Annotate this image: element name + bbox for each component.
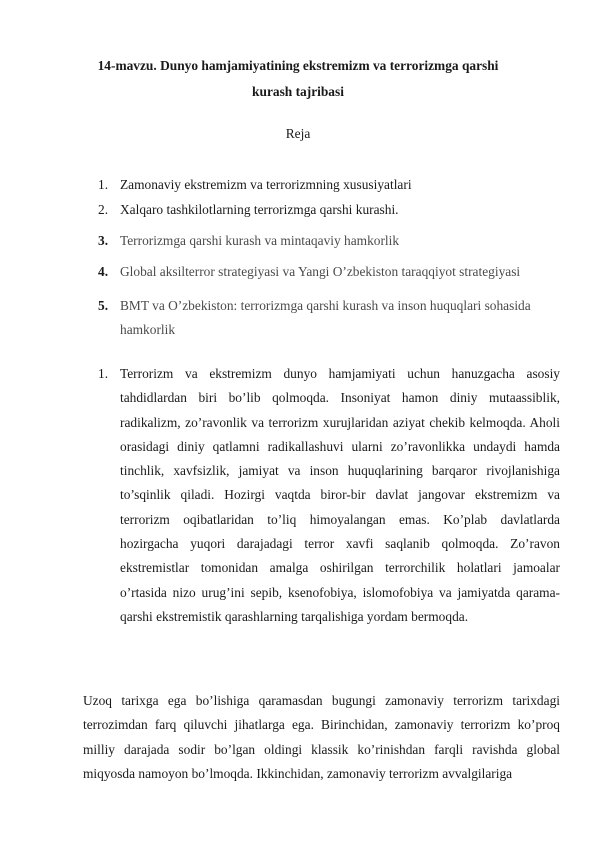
plan-item-text: Xalqaro tashkilotlarning terrorizmga qarshi kurashi. bbox=[120, 202, 399, 217]
document-title: 14-mavzu. Dunyo hamjamiyatining ekstremizm va terrorizmga qarshi kurash tajribasi bbox=[97, 58, 499, 99]
plan-item bbox=[98, 199, 560, 221]
plan-item-text: Terrorizmga qarshi kurash va mintaqaviy hamkorlik bbox=[120, 233, 400, 248]
plan-item-text: Global aksilterror strategiyasi va Yangi O’zbekiston taraqqiyot strategiyasi bbox=[120, 264, 521, 279]
plan-item bbox=[98, 261, 560, 283]
plan-item-number: 3. bbox=[98, 233, 109, 248]
section-text: Terrorizm va ekstremizm dunyo hamjamiyati uchun hanuzgacha asosiy tahdidlardan biri bo’lib qolmoqda. Insoniyat hamon diniy mutaassiblik, radikalizm, zo’ravonlik va terrorizm xurujlaridan aziyat chekib kelmoqda. Aholi orasidagi diniy qatlamni radikallashuvi ularni zo’ravonlikka undaydi hamda tinchlik, xavfsizlik, jamiyat va inson huquqlarining barqaror rivojlanishiga to’sqinlik qiladi. Hozirgi vaqtda biror-bir davlat jangovar ekstremizm va terrorizm oqibatlaridan to’liq himoyalangan emas. Ko’plab davlatlarda hozirgacha yuqori darajadagi terror xavfi saqlanib qolmoqda. Zo’ravon ekstremistlar tomonidan amalga oshirilgan terrorchilik holatlari jamoalar o’rtasida nizo urug’ini sepib, ksenofobiya, islomofobiya va jamiyatda qarama-qarshi ekstremistik qarashlarning tarqalishiga yordam bermoqda. bbox=[120, 366, 560, 624]
plan-item bbox=[98, 294, 560, 342]
plan-item-number: 1. bbox=[98, 177, 109, 192]
section-number: 1. bbox=[98, 366, 109, 381]
plan-item-text: Zamonaviy ekstremizm va terrorizmning xususiyatlari bbox=[120, 177, 412, 192]
plan-item-text: BMT va O’zbekiston: terrorizmga qarshi kurash va inson huquqlari sohasida hamkorlik bbox=[120, 298, 531, 337]
plan-item-number: 2. bbox=[98, 202, 109, 217]
plan-item-number: 4. bbox=[98, 264, 109, 279]
plan-heading: Reja bbox=[285, 126, 311, 141]
plan-item-number: 5. bbox=[98, 298, 109, 313]
body-paragraph: Uzoq tarixga ega bo’lishiga qaramasdan bugungi zamonaviy terrorizm tarixdagi terrozimdan farq qiluvchi jihatlarga ega. Birinchidan, zamonaviy terrorizm ko’proq milliy darajada sodir bo’lgan oldingi klassik ko’rinishdan farqli ravishda global miqyosda namoyon bo’lmoqda. Ikkinchidan, zamonaviy terrorizm avvalgilariga bbox=[83, 693, 560, 781]
section-1 bbox=[98, 362, 560, 629]
plan-item bbox=[98, 230, 560, 252]
plan-item bbox=[98, 174, 560, 196]
